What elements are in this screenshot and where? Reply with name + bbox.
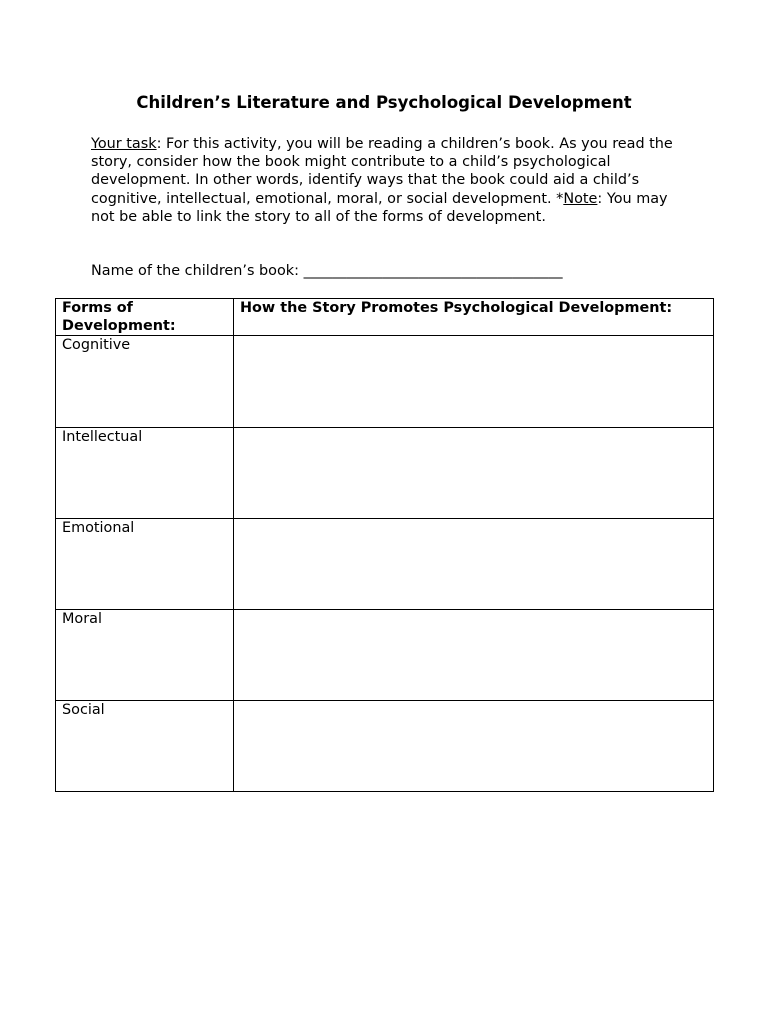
table-row xyxy=(56,336,714,427)
row-label-cognitive: Cognitive xyxy=(56,336,234,427)
table-header-row xyxy=(56,299,714,336)
book-name-line xyxy=(91,262,563,280)
table-row xyxy=(56,700,714,791)
task-text-1: : For this activity, you will be reading a children’s book. As you read the story, consider how the book might contribute to a child’s psychological development. In other words, identify ways that the book could aid a child’s cognitive, intellectual, emotional, moral, or social development. * xyxy=(91,136,673,207)
row-label-moral: Moral xyxy=(56,609,234,700)
table-row xyxy=(56,518,714,609)
note-label: Note xyxy=(563,190,598,207)
task-label: Your task xyxy=(91,136,157,152)
row-label-intellectual: Intellectual xyxy=(56,427,234,518)
task-instructions xyxy=(91,135,691,226)
book-name-blank[interactable]: ____________________________________ xyxy=(303,263,563,279)
response-cell-intellectual[interactable] xyxy=(234,427,714,518)
header-how-story-promotes: How the Story Promotes Psychological Development: xyxy=(234,299,714,336)
task-text-2: : You may not be able to link the story to all of the forms of development. xyxy=(91,190,668,225)
response-cell-cognitive[interactable] xyxy=(234,336,714,427)
row-label-social: Social xyxy=(56,700,234,791)
page-title: Children’s Literature and Psychological Development xyxy=(136,93,632,112)
response-cell-emotional[interactable] xyxy=(234,518,714,609)
book-name-label: Name of the children’s book: xyxy=(91,263,304,279)
row-label-emotional: Emotional xyxy=(56,518,234,609)
table-row xyxy=(56,609,714,700)
table-row xyxy=(56,427,714,518)
response-cell-moral[interactable] xyxy=(234,609,714,700)
header-forms-of-development: Forms of Development: xyxy=(56,299,234,336)
response-cell-social[interactable] xyxy=(234,700,714,791)
development-table xyxy=(55,298,714,792)
